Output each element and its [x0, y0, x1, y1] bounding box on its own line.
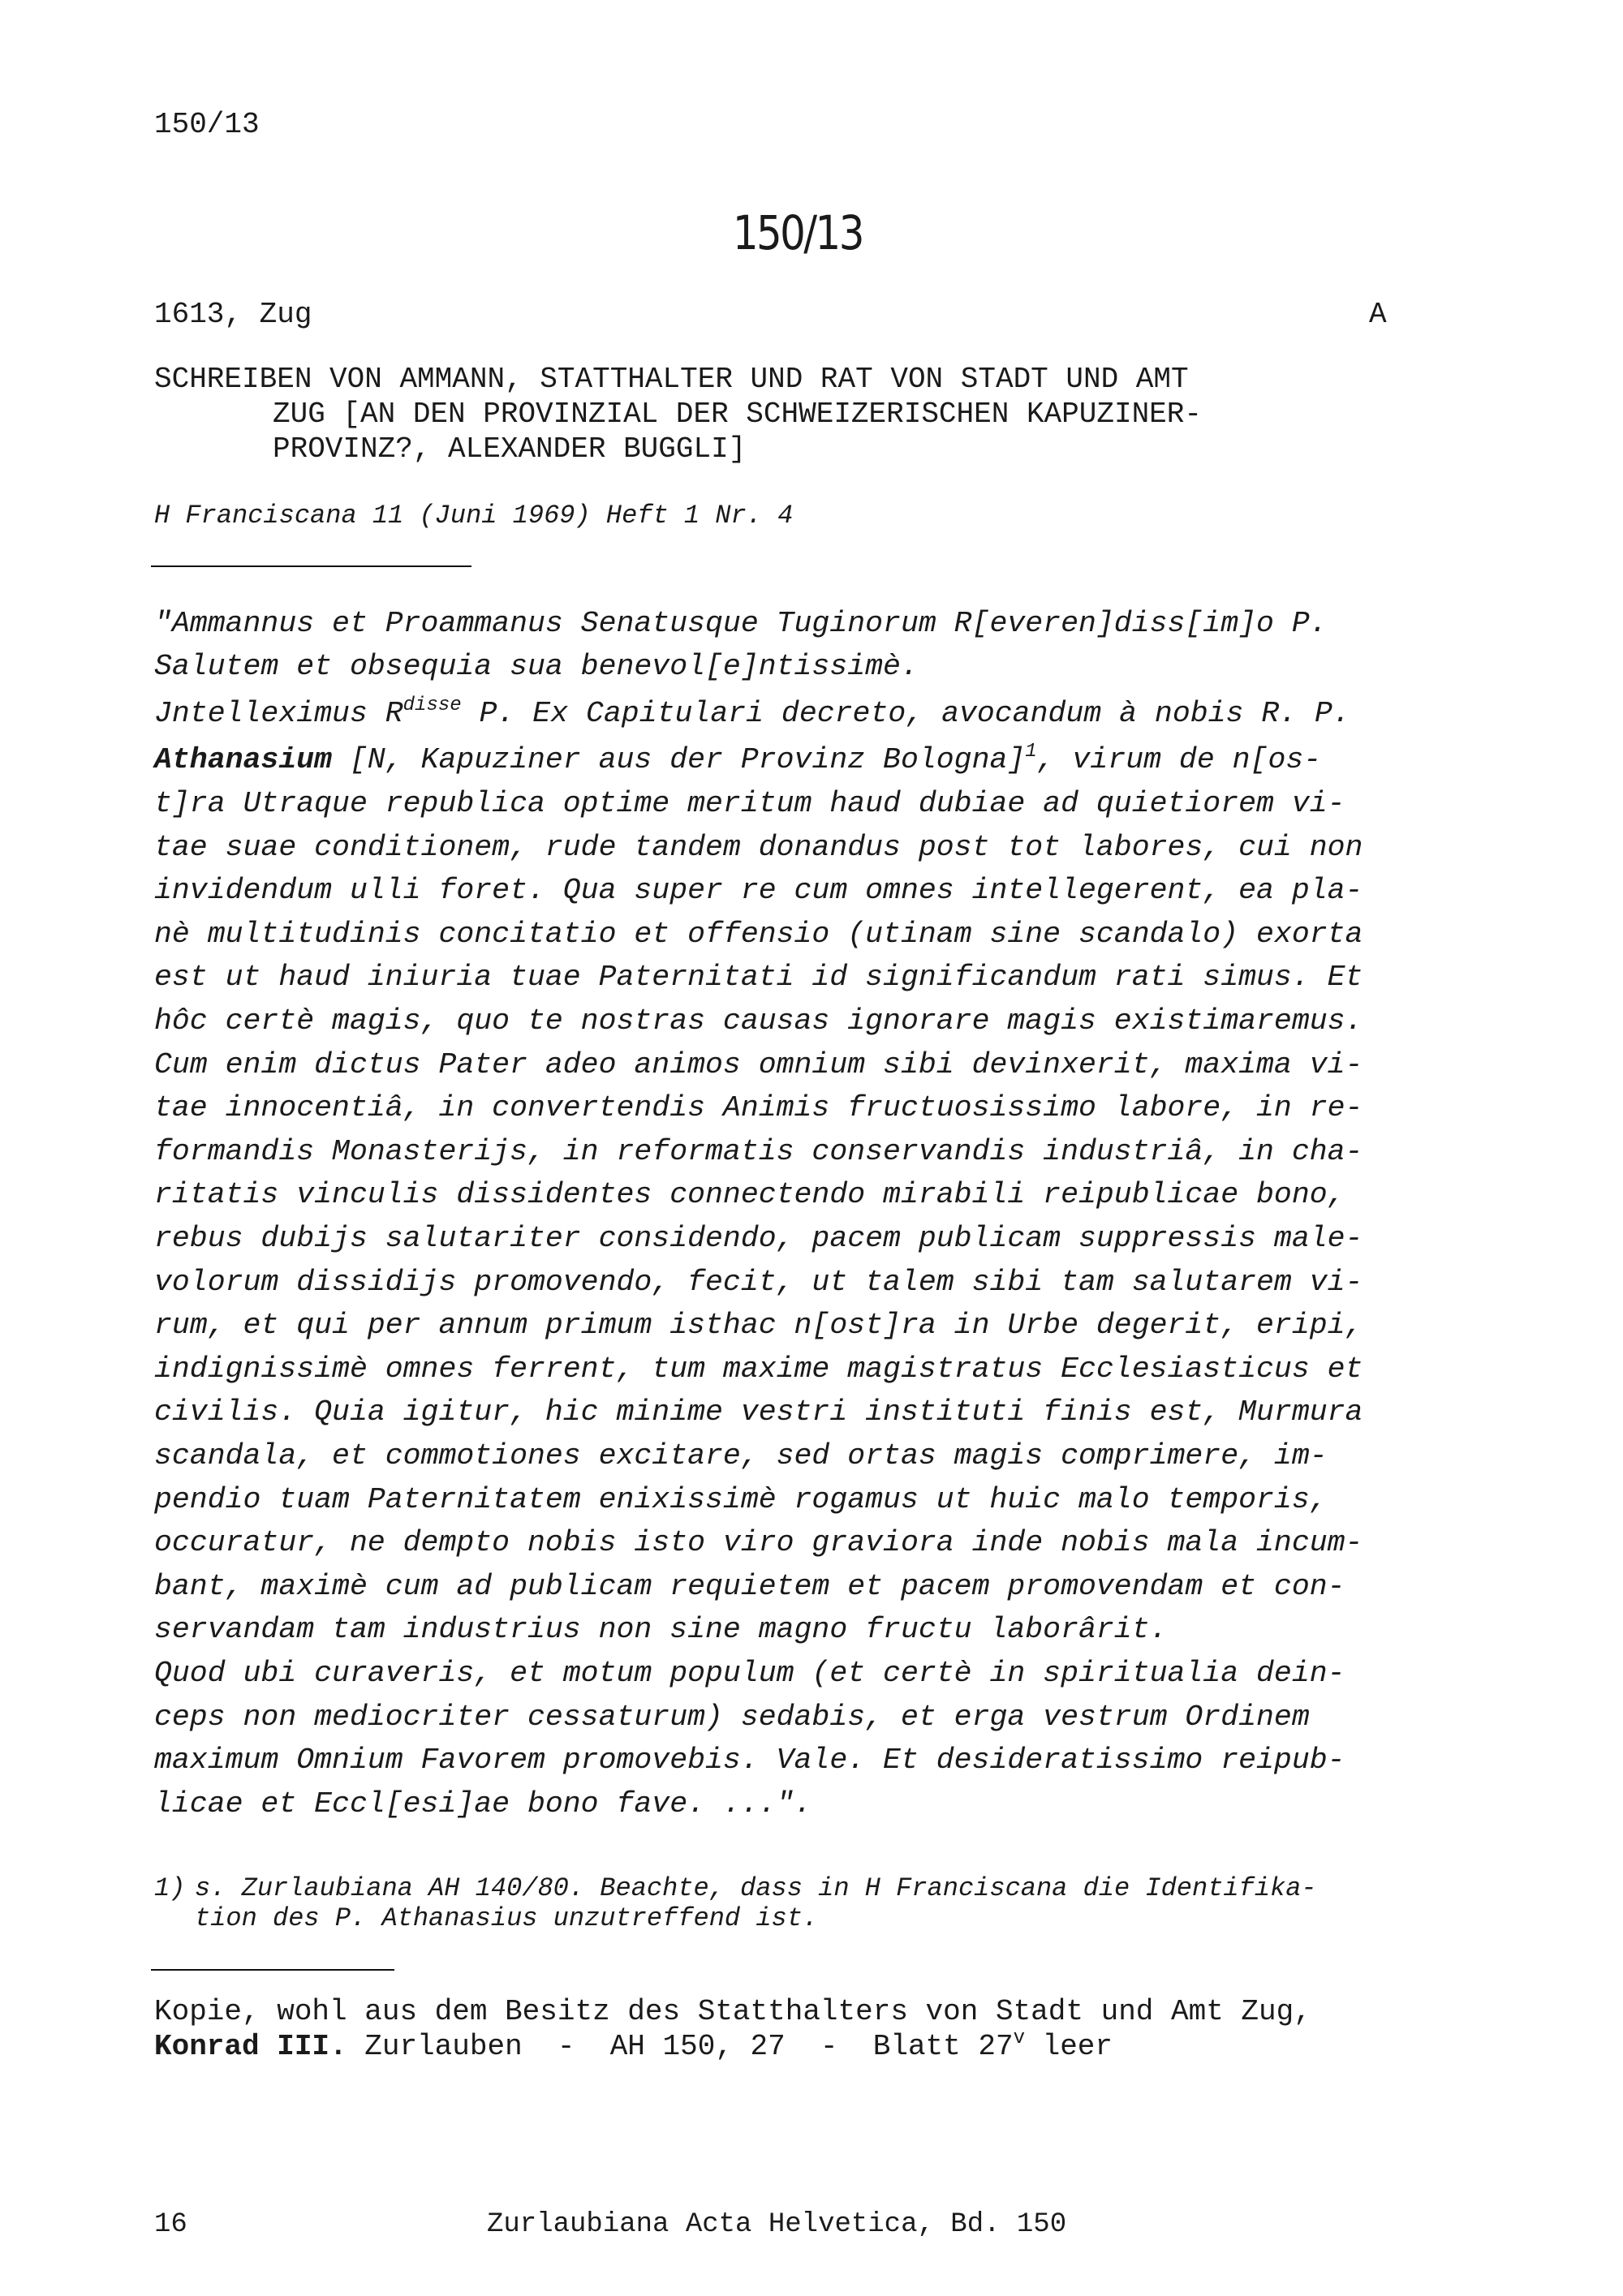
text-span: , virum de n[os- — [1036, 743, 1322, 776]
document-title: 150/13 — [732, 205, 863, 260]
heading-line-1: SCHREIBEN VON AMMANN, STATTHALTER UND RAT VON STADT UND AMT — [154, 363, 1189, 396]
provenance-line-2 — [154, 2027, 1113, 2063]
heading-line-3: PROVINZ?, ALEXANDER BUGGLI] — [273, 432, 747, 466]
text-span: P. Ex Capitulari decreto, avocandum à nobis R. P. — [461, 697, 1350, 730]
series-title: Zurlaubiana Acta Helvetica, Bd. 150 — [487, 2209, 1067, 2240]
body-line: est ut haud iniuria tuae Paternitati id significandum rati simus. Et — [154, 961, 1363, 994]
text-span: Zurlauben - AH 150, 27 - Blatt 27 — [347, 2030, 1014, 2063]
text-span: leer — [1024, 2030, 1113, 2063]
body-line: Salutem et obsequia sua benevol[e]ntissimè. — [154, 650, 919, 683]
body-line: licae et Eccl[esi]ae bono fave. ...". — [154, 1787, 812, 1821]
page-number: 16 — [154, 2209, 187, 2240]
body-line: servandam tam industrius non sine magno fructu laborârit. — [154, 1613, 1168, 1646]
body-line: rum, et qui per annum primum isthac n[ost]ra in Urbe degerit, eripi, — [154, 1309, 1363, 1342]
footnote-line-1: s. Zurlaubiana AH 140/80. Beachte, dass in H Franciscana die Identifika- — [195, 1873, 1317, 1903]
body-line: civilis. Quia igitur, hic minime vestri instituti finis est, Murmura — [154, 1395, 1363, 1429]
body-line: scandala, et commotiones excitare, sed ortas magis comprimere, im- — [154, 1439, 1328, 1473]
body-line: Quod ubi curaveris, et motum populum (et certè in spiritualia dein- — [154, 1657, 1345, 1690]
provenance-line-1: Kopie, wohl aus dem Besitz des Statthalters von Stadt und Amt Zug, — [154, 1995, 1311, 2028]
bold-name: Konrad III. — [154, 2030, 347, 2063]
body-line: Cum enim dictus Pater adeo animos omnium sibi devinxerit, maxima vi- — [154, 1048, 1363, 1081]
body-line: tae suae conditionem, rude tandem donandus post tot labores, cui non — [154, 831, 1363, 864]
body-line: maximum Omnium Favorem promovebis. Vale. Et desideratissimo reipub- — [154, 1743, 1345, 1777]
superscript: disse — [403, 694, 462, 716]
letter-code: A — [1369, 298, 1387, 331]
body-line: occuratur, ne dempto nobis isto viro graviora inde nobis mala incum- — [154, 1526, 1363, 1559]
body-line — [154, 743, 1321, 776]
footnote-marker: 1 — [1025, 741, 1037, 763]
body-line: ritatis vinculis dissidentes connectendo mirabili reipublicae bono, — [154, 1178, 1345, 1211]
text-span: [N, Kapuziner aus der Provinz Bologna] — [332, 743, 1026, 776]
source-citation: H Franciscana 11 (Juni 1969) Heft 1 Nr. 4 — [154, 501, 794, 531]
body-line — [154, 694, 1350, 730]
body-line: bant, maximè cum ad publicam requietem et pacem promovendam et con- — [154, 1570, 1345, 1603]
divider — [151, 1969, 394, 1971]
body-line: t]ra Utraque republica optime meritum haud dubiae ad quietiorem vi- — [154, 787, 1345, 820]
body-line: indignissimè omnes ferrent, tum maxime magistratus Ecclesiasticus et — [154, 1352, 1363, 1386]
top-reference: 150/13 — [154, 108, 260, 141]
body-line: invidendum ulli foret. Qua super re cum omnes intellegerent, ea pla- — [154, 874, 1363, 907]
superscript: v — [1013, 2027, 1025, 2049]
footnote-marker: 1) — [154, 1873, 186, 1903]
body-line: "Ammannus et Proammanus Senatusque Tuginorum R[everen]diss[im]o P. — [154, 607, 1328, 640]
bold-name: Athanasium — [154, 743, 333, 776]
text-span: Jntelleximus R — [154, 697, 403, 730]
body-line: formandis Monasterijs, in reformatis conservandis industriâ, in cha- — [154, 1135, 1363, 1168]
heading-line-2: ZUG [AN DEN PROVINZIAL DER SCHWEIZERISCHEN KAPUZINER- — [273, 398, 1202, 431]
footnote-line-2: tion des P. Athanasius unzutreffend ist. — [195, 1903, 819, 1933]
body-line: rebus dubijs salutariter considendo, pacem publicam suppressis male- — [154, 1222, 1363, 1255]
body-line: pendio tuam Paternitatem enixissimè rogamus ut huic malo temporis, — [154, 1483, 1328, 1516]
body-line: volorum dissidijs promovendo, fecit, ut talem sibi tam salutarem vi- — [154, 1266, 1363, 1299]
body-line: tae innocentiâ, in convertendis Animis fructuosissimo labore, in re- — [154, 1091, 1363, 1124]
body-line: hôc certè magis, quo te nostras causas ignorare magis existimaremus. — [154, 1004, 1363, 1038]
body-line: ceps non mediocriter cessaturum) sedabis, et erga vestrum Ordinem — [154, 1701, 1310, 1734]
body-line: nè multitudinis concitatio et offensio (utinam sine scandalo) exorta — [154, 918, 1363, 951]
date-place: 1613, Zug — [154, 298, 312, 331]
divider — [151, 565, 471, 567]
